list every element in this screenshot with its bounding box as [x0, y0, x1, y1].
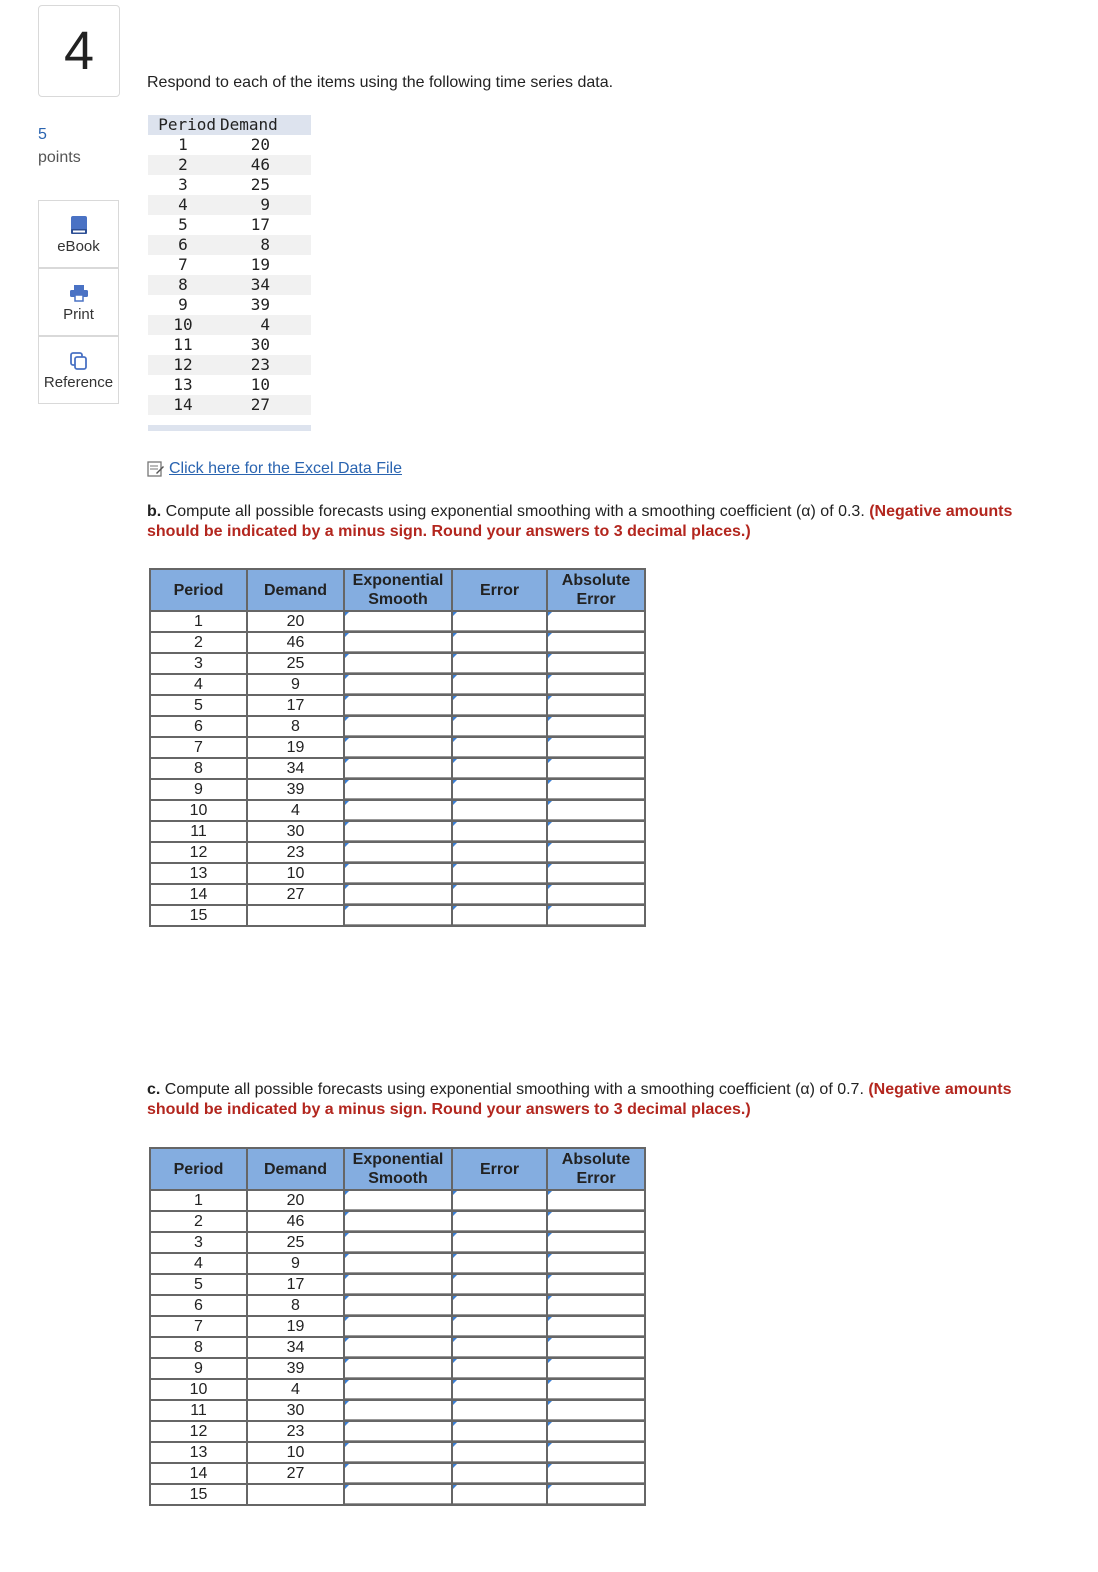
part-c-forecast-input[interactable] [345, 1317, 451, 1336]
part-b-error-input[interactable] [453, 759, 546, 778]
part-b-absolute-error-input[interactable] [548, 822, 644, 841]
part-c-error-input[interactable] [453, 1233, 546, 1252]
intro-text: Respond to each of the items using the following time series data. [147, 74, 614, 91]
points-label: points [38, 149, 81, 166]
demand-cell: 9 [218, 195, 311, 215]
table-row [148, 375, 311, 395]
period-cell: 5 [150, 1274, 247, 1295]
part-c-error-input[interactable] [453, 1443, 546, 1462]
demand-cell: 30 [250, 335, 270, 354]
period-cell: 6 [148, 235, 218, 255]
part-c-error-input[interactable] [453, 1338, 546, 1357]
period-cell: 6 [150, 1295, 247, 1316]
demand-cell: 46 [218, 155, 311, 175]
table-row [150, 884, 645, 905]
part-b-absolute-error-input[interactable] [548, 633, 644, 652]
part-c-absolute-error-input[interactable] [548, 1422, 644, 1441]
demand-cell: 27 [218, 395, 311, 415]
table-row [150, 905, 645, 926]
demand-cell: 20 [247, 611, 344, 632]
period-cell: 13 [150, 863, 247, 884]
table-row [148, 175, 311, 195]
part-b-forecast-input[interactable] [345, 738, 451, 757]
part-b-prompt: b. Compute all possible forecasts using exponential smoothing with a smoothing coefficient (α) of 0.3. (Negative amounts should be indicated by a minus sign. Round your answers to 3 decimal places.) [147, 503, 1013, 540]
part-b-absolute-error-input[interactable] [548, 801, 644, 820]
column-header: Absolute Error [547, 569, 645, 611]
demand-cell: 25 [247, 653, 344, 674]
period-cell: 4 [148, 195, 218, 215]
part-c-prompt: c. Compute all possible forecasts using exponential smoothing with a smoothing coefficient (α) of 0.7. (Negative amounts should be indicated by a minus sign. Round your answers to 3 decimal places.) [147, 1081, 1012, 1118]
period-cell: 3 [150, 1232, 247, 1253]
column-header: Demand [247, 569, 344, 611]
demand-cell: 34 [247, 1337, 344, 1358]
table-row [148, 315, 311, 335]
part-b-error-input[interactable] [453, 864, 546, 883]
table-row [150, 737, 645, 758]
printer-icon [69, 282, 89, 304]
period-cell: 7 [178, 255, 188, 274]
demand-cell: 10 [247, 1442, 344, 1463]
table-row [150, 1379, 645, 1400]
part-c-error-input[interactable] [453, 1296, 546, 1315]
part-b-absolute-error-input[interactable] [548, 864, 644, 883]
part-c-absolute-error-input[interactable] [548, 1485, 644, 1504]
part-c-forecast-input[interactable] [345, 1422, 451, 1441]
table-row [150, 653, 645, 674]
part-b-error-input[interactable] [453, 654, 546, 673]
part-c-error-input[interactable] [453, 1191, 546, 1210]
excel-data-link[interactable] [147, 460, 402, 478]
period-cell: 10 [150, 1379, 247, 1400]
table-row [148, 395, 311, 415]
part-c-forecast-input[interactable] [345, 1296, 451, 1315]
time-series-data-table [148, 115, 311, 431]
part-b-absolute-error-input[interactable] [548, 654, 644, 673]
table-row [150, 821, 645, 842]
part-c-forecast-input[interactable] [345, 1212, 451, 1231]
table-row [148, 335, 311, 355]
part-c-answer-table [149, 1147, 646, 1506]
table-row [150, 1400, 645, 1421]
part-b-forecast-input[interactable] [345, 780, 451, 799]
period-cell: 6 [150, 716, 247, 737]
part-b-error-input[interactable] [453, 738, 546, 757]
points-value: 5 [38, 126, 47, 143]
demand-cell: 39 [247, 779, 344, 800]
period-cell: 4 [150, 674, 247, 695]
column-header: Exponential Smooth [344, 569, 452, 611]
part-b-absolute-error-input[interactable] [548, 843, 644, 862]
period-cell: 9 [178, 295, 188, 314]
part-b-error-input[interactable] [453, 633, 546, 652]
part-c-error-input[interactable] [453, 1464, 546, 1483]
period-cell: 7 [150, 1316, 247, 1337]
part-b-error-input[interactable] [453, 696, 546, 715]
part-b-absolute-error-input[interactable] [548, 759, 644, 778]
part-b-forecast-input[interactable] [345, 759, 451, 778]
table-row [150, 1190, 645, 1211]
demand-cell: 30 [247, 821, 344, 842]
demand-cell: 25 [247, 1232, 344, 1253]
table-row [150, 1211, 645, 1232]
part-b-forecast-input[interactable] [345, 633, 451, 652]
table-row [148, 295, 311, 315]
period-cell: 1 [150, 1190, 247, 1211]
part-b-absolute-error-input[interactable] [548, 696, 644, 715]
part-b-absolute-error-input[interactable] [548, 780, 644, 799]
print-button[interactable] [38, 268, 119, 336]
copy-icon [70, 350, 88, 372]
part-b-error-input[interactable] [453, 843, 546, 862]
demand-cell: 19 [250, 255, 270, 274]
table-row [148, 275, 311, 295]
part-c-forecast-input[interactable] [345, 1401, 451, 1420]
table-row [150, 1295, 645, 1316]
table-row [150, 611, 645, 632]
part-b-forecast-input[interactable] [345, 654, 451, 673]
table-row [150, 758, 645, 779]
table-row [150, 779, 645, 800]
table-row [150, 1442, 645, 1463]
part-c-error-input[interactable] [453, 1401, 546, 1420]
table-row [148, 355, 311, 375]
table-row [150, 842, 645, 863]
demand-cell [247, 905, 344, 926]
period-cell: 2 [150, 1211, 247, 1232]
column-header: Error [452, 1148, 547, 1190]
part-b-absolute-error-input[interactable] [548, 717, 644, 736]
part-c-forecast-input[interactable] [345, 1443, 451, 1462]
period-cell: 11 [173, 335, 193, 354]
column-header: Demand [247, 1148, 344, 1190]
demand-cell: 23 [247, 842, 344, 863]
demand-cell: 19 [247, 737, 344, 758]
table-row [150, 716, 645, 737]
part-b-error-input[interactable] [453, 675, 546, 694]
period-cell: 9 [150, 1358, 247, 1379]
part-b-error-input[interactable] [453, 780, 546, 799]
table-row [150, 674, 645, 695]
period-cell: 1 [150, 611, 247, 632]
part-b-absolute-error-input[interactable] [548, 885, 644, 904]
period-cell: 3 [150, 653, 247, 674]
table-row [150, 1316, 645, 1337]
table-row [150, 632, 645, 653]
table-row [148, 255, 311, 275]
part-b-error-input[interactable] [453, 717, 546, 736]
table-row [150, 695, 645, 716]
table-row [150, 1337, 645, 1358]
part-c-error-input[interactable] [453, 1317, 546, 1336]
part-b-forecast-input[interactable] [345, 864, 451, 883]
part-b-answer-table [149, 568, 646, 927]
period-cell: 2 [150, 632, 247, 653]
part-b-error-input[interactable] [453, 801, 546, 820]
part-c-error-input[interactable] [453, 1254, 546, 1273]
demand-cell: 46 [247, 1211, 344, 1232]
demand-cell: 17 [247, 695, 344, 716]
part-b-forecast-input[interactable] [345, 885, 451, 904]
table-row [150, 1358, 645, 1379]
demand-cell: 10 [247, 863, 344, 884]
demand-cell: 10 [250, 375, 270, 394]
demand-cell: 8 [247, 1295, 344, 1316]
column-header: Period [150, 1148, 247, 1190]
part-c-absolute-error-input[interactable] [548, 1464, 644, 1483]
demand-cell: 23 [247, 1421, 344, 1442]
part-c-forecast-input[interactable] [345, 1338, 451, 1357]
part-c-absolute-error-input[interactable] [548, 1212, 644, 1231]
part-c-forecast-input[interactable] [345, 1464, 451, 1483]
period-cell: 8 [150, 1337, 247, 1358]
demand-cell: 20 [247, 1190, 344, 1211]
demand-cell: 30 [247, 1400, 344, 1421]
demand-cell: 9 [247, 674, 344, 695]
demand-cell: 46 [247, 632, 344, 653]
part-b-forecast-input[interactable] [345, 717, 451, 736]
reference-button[interactable] [38, 336, 119, 404]
part-c-absolute-error-input[interactable] [548, 1380, 644, 1399]
print-label: Print [63, 305, 94, 323]
period-cell: 13 [173, 375, 193, 394]
period-cell: 5 [150, 695, 247, 716]
table-row [150, 1232, 645, 1253]
part-b-absolute-error-input[interactable] [548, 612, 644, 631]
part-b-error-input[interactable] [453, 612, 546, 631]
demand-cell: 25 [250, 175, 270, 194]
table-row [148, 135, 311, 155]
demand-cell: 17 [250, 215, 270, 234]
demand-cell: 27 [247, 1463, 344, 1484]
column-header: Absolute Error [547, 1148, 645, 1190]
period-cell: 11 [150, 821, 247, 842]
part-c-error-input[interactable] [453, 1212, 546, 1231]
part-c-forecast-input[interactable] [345, 1485, 451, 1504]
part-b-forecast-input[interactable] [345, 906, 451, 925]
period-cell: 2 [148, 155, 218, 175]
excel-link-text[interactable]: Click here for the Excel Data File [169, 460, 402, 477]
part-c-forecast-input[interactable] [345, 1233, 451, 1252]
column-header: Period [148, 115, 218, 135]
demand-cell: 39 [247, 1358, 344, 1379]
demand-cell: 8 [218, 235, 311, 255]
part-c-error-input[interactable] [453, 1359, 546, 1378]
part-b-absolute-error-input[interactable] [548, 906, 644, 925]
part-c-forecast-input[interactable] [345, 1191, 451, 1210]
table-footer-bar [148, 425, 311, 431]
part-b-forecast-input[interactable] [345, 843, 451, 862]
period-cell: 12 [150, 1421, 247, 1442]
table-row [148, 155, 311, 175]
part-c-absolute-error-input[interactable] [548, 1317, 644, 1336]
period-cell: 11 [150, 1400, 247, 1421]
part-c-absolute-error-input[interactable] [548, 1296, 644, 1315]
part-c-absolute-error-input[interactable] [548, 1191, 644, 1210]
period-cell: 10 [150, 800, 247, 821]
period-cell: 15 [150, 1484, 247, 1505]
demand-cell: 34 [218, 275, 311, 295]
part-b-forecast-input[interactable] [345, 822, 451, 841]
period-cell: 8 [150, 758, 247, 779]
period-cell: 1 [178, 135, 188, 154]
demand-cell: 17 [247, 1274, 344, 1295]
part-c-error-input[interactable] [453, 1422, 546, 1441]
part-c-forecast-input[interactable] [345, 1254, 451, 1273]
part-c-forecast-input[interactable] [345, 1380, 451, 1399]
column-header: Error [452, 569, 547, 611]
part-c-absolute-error-input[interactable] [548, 1233, 644, 1252]
part-b-forecast-input[interactable] [345, 612, 451, 631]
part-b-absolute-error-input[interactable] [548, 675, 644, 694]
part-b-forecast-input[interactable] [345, 675, 451, 694]
period-cell: 14 [150, 1463, 247, 1484]
period-cell: 12 [150, 842, 247, 863]
part-c-absolute-error-input[interactable] [548, 1443, 644, 1462]
demand-cell: 23 [218, 355, 311, 375]
table-row [150, 800, 645, 821]
period-cell: 8 [148, 275, 218, 295]
table-row [150, 863, 645, 884]
period-cell: 9 [150, 779, 247, 800]
demand-cell: 20 [250, 135, 270, 154]
period-cell: 3 [178, 175, 188, 194]
demand-cell [247, 1484, 344, 1505]
demand-cell: 4 [218, 315, 311, 335]
table-row [148, 215, 311, 235]
table-row [150, 1253, 645, 1274]
period-cell: 14 [150, 884, 247, 905]
period-cell: 14 [148, 395, 218, 415]
demand-cell: 34 [247, 758, 344, 779]
column-header: Exponential Smooth [344, 1148, 452, 1190]
period-cell: 12 [148, 355, 218, 375]
column-header: Demand [218, 115, 311, 135]
table-row [148, 195, 311, 215]
part-c-forecast-input[interactable] [345, 1275, 451, 1294]
table-row [148, 235, 311, 255]
part-c-error-input[interactable] [453, 1275, 546, 1294]
part-c-forecast-input[interactable] [345, 1359, 451, 1378]
demand-cell: 9 [247, 1253, 344, 1274]
part-c-error-input[interactable] [453, 1380, 546, 1399]
demand-cell: 4 [247, 1379, 344, 1400]
period-cell: 13 [150, 1442, 247, 1463]
part-b-error-input[interactable] [453, 906, 546, 925]
part-b-forecast-input[interactable] [345, 696, 451, 715]
part-c-absolute-error-input[interactable] [548, 1359, 644, 1378]
period-cell: 7 [150, 737, 247, 758]
demand-cell: 4 [247, 800, 344, 821]
part-c-absolute-error-input[interactable] [548, 1401, 644, 1420]
part-b-absolute-error-input[interactable] [548, 738, 644, 757]
reference-label: Reference [43, 373, 114, 391]
part-c-absolute-error-input[interactable] [548, 1338, 644, 1357]
document-icon [147, 461, 165, 477]
demand-cell: 19 [247, 1316, 344, 1337]
table-row [150, 1484, 645, 1505]
demand-cell: 8 [247, 716, 344, 737]
period-cell: 15 [150, 905, 247, 926]
part-b-error-input[interactable] [453, 822, 546, 841]
period-cell: 5 [178, 215, 188, 234]
demand-cell: 27 [247, 884, 344, 905]
table-row [150, 1274, 645, 1295]
period-cell: 10 [148, 315, 218, 335]
part-b-error-input[interactable] [453, 885, 546, 904]
question-number: 4 [38, 5, 120, 97]
period-cell: 4 [150, 1253, 247, 1274]
book-icon [70, 214, 88, 236]
table-row [150, 1421, 645, 1442]
part-b-forecast-input[interactable] [345, 801, 451, 820]
table-row [150, 1463, 645, 1484]
part-c-absolute-error-input[interactable] [548, 1254, 644, 1273]
ebook-label: eBook [57, 237, 100, 255]
part-c-absolute-error-input[interactable] [548, 1275, 644, 1294]
demand-cell: 39 [250, 295, 270, 314]
column-header: Period [150, 569, 247, 611]
ebook-button[interactable] [38, 200, 119, 268]
part-c-error-input[interactable] [453, 1485, 546, 1504]
